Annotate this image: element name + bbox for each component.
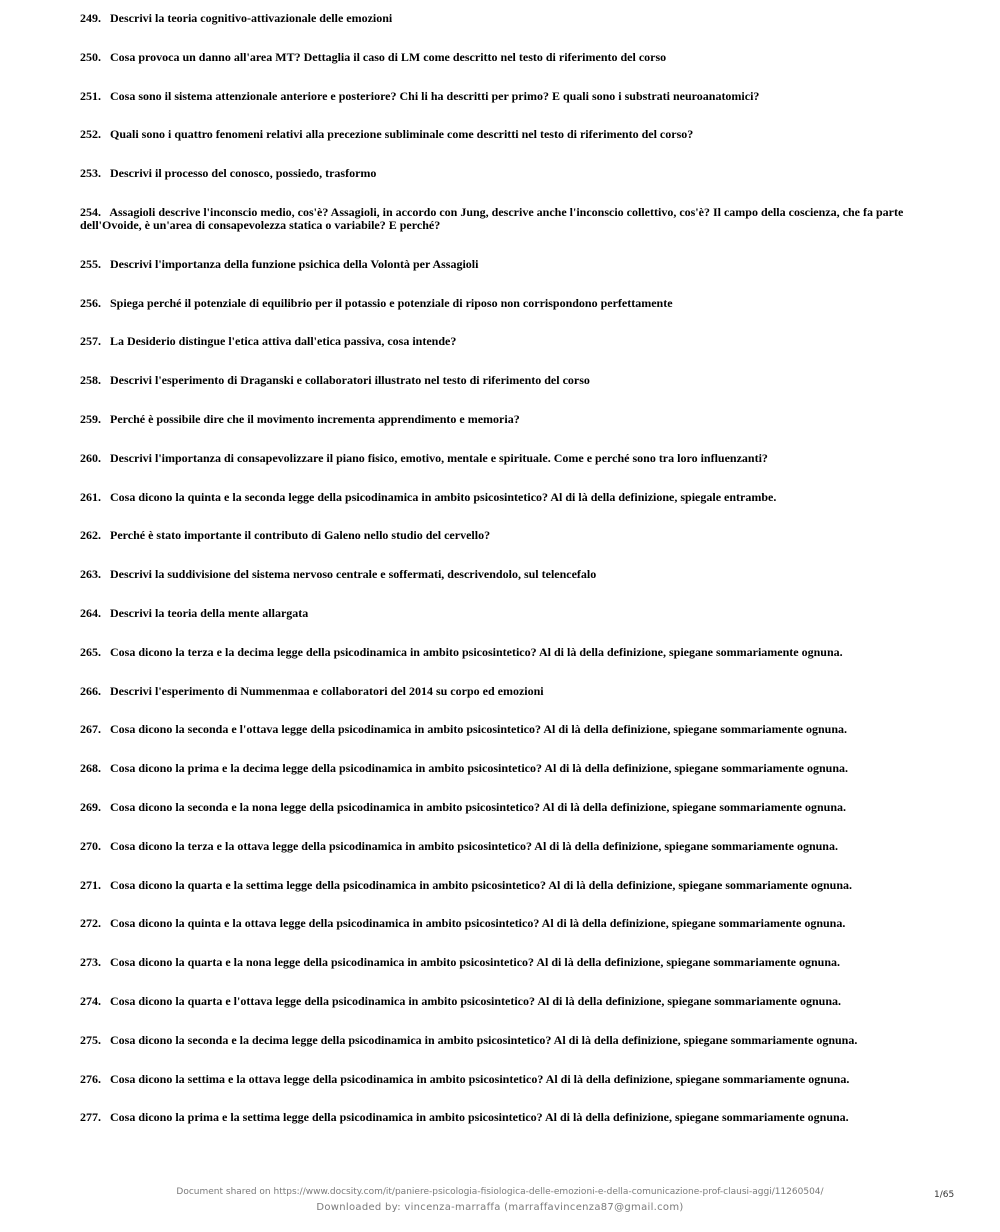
question-text: Cosa dicono la seconda e la nona legge della psicodinamica in ambito psicosintetico? Al di là della definizione, spiegane sommariamente ognuna. [110,799,847,814]
question-text: Spiega perché il potenziale di equilibrio per il potassio e potenziale di riposo non corrispondono perfettamente [110,295,673,310]
question-item [80,167,930,180]
question-item [80,917,930,930]
question-text: Cosa dicono la terza e la decima legge della psicodinamica in ambito psicosintetico? Al di là della definizione, spiegane sommariamente ognuna. [110,644,843,659]
question-text: Descrivi la teoria cognitivo-attivazionale delle emozioni [110,11,393,25]
question-number: 270. [80,838,101,853]
question-text: Descrivi l'importanza di consapevolizzare il piano fisico, emotivo, mentale e spirituale. Come e perché sono tra loro influenzanti? [110,450,768,465]
question-text: Descrivi l'importanza della funzione psichica della Volontà per Assagioli [110,256,479,271]
question-number: 260. [80,450,101,465]
question-number: 266. [80,683,101,698]
question-number: 262. [80,528,101,543]
question-item [80,374,930,387]
question-item [80,51,930,64]
question-item [80,607,930,620]
question-text: La Desiderio distingue l'etica attiva dall'etica passiva, cosa intende? [110,334,457,349]
question-item [80,762,930,775]
question-number: 261. [80,489,101,504]
question-item [80,646,930,659]
question-number: 269. [80,799,101,814]
question-number: 250. [80,49,101,64]
question-number: 277. [80,1110,101,1125]
question-item [80,452,930,465]
question-number: 276. [80,1071,101,1086]
question-item [80,128,930,141]
question-number: 268. [80,761,101,776]
question-number: 254. [80,204,101,219]
page-number: 1/65 [934,1190,955,1200]
question-item [80,840,930,853]
question-item [80,568,930,581]
question-item [80,491,930,504]
question-list [80,12,930,1150]
question-number: 258. [80,373,101,388]
question-number: 259. [80,411,101,426]
question-text: Perché è possibile dire che il movimento incrementa apprendimento e memoria? [110,411,520,426]
downloaded-by-text: Downloaded by: vincenza-marraffa (marraffavincenza87@gmail.com) [316,1202,684,1213]
question-number: 252. [80,127,101,142]
question-text: Cosa dicono la quinta e la ottava legge della psicodinamica in ambito psicosintetico? Al di là della definizione, spiegane sommariamente ognuna. [110,916,846,931]
question-number: 256. [80,295,101,310]
question-text: Descrivi la teoria della mente allargata [110,605,309,620]
question-number: 265. [80,644,101,659]
question-text: Cosa dicono la settima e la ottava legge della psicodinamica in ambito psicosintetico? Al di là della definizione, spiegane sommariamente ognuna. [110,1071,850,1086]
question-item [80,90,930,103]
question-text: Cosa dicono la quarta e l'ottava legge della psicodinamica in ambito psicosintetico? Al di là della definizione, spiegane sommariamente ognuna. [110,993,842,1008]
question-number: 255. [80,256,101,271]
question-text: Perché è stato importante il contributo di Galeno nello studio del cervello? [110,528,491,543]
question-text: Descrivi l'esperimento di Draganski e collaboratori illustrato nel testo di riferimento del corso [110,373,590,388]
question-item [80,685,930,698]
question-item [80,12,930,25]
question-item [80,879,930,892]
question-item [80,529,930,542]
question-number: 272. [80,916,101,931]
question-item [80,1034,930,1047]
question-item [80,801,930,814]
question-item [80,413,930,426]
question-number: 249. [80,11,101,25]
question-text: Cosa dicono la quarta e la settima legge della psicodinamica in ambito psicosintetico? Al di là della definizione, spiegane sommariamente ognuna. [110,877,853,892]
question-text: Descrivi il processo del conosco, possiedo, trasformo [110,166,377,181]
question-text: Cosa sono il sistema attenzionale anteriore e posteriore? Chi li ha descritti per primo? E quali sono i substrati neuroanatomici? [110,88,760,103]
question-number: 251. [80,88,101,103]
question-text: Quali sono i quattro fenomeni relativi alla precezione subliminale come descritti nel testo di riferimento del corso? [110,127,694,142]
question-item [80,956,930,969]
question-item [80,297,930,310]
question-number: 274. [80,993,101,1008]
question-item [80,995,930,1008]
question-item [80,206,930,232]
question-text: Cosa dicono la seconda e l'ottava legge della psicodinamica in ambito psicosintetico? Al di là della definizione, spiegane sommariamente ognuna. [110,722,848,737]
question-number: 264. [80,605,101,620]
question-number: 263. [80,567,101,582]
question-number: 267. [80,722,101,737]
question-text: Descrivi l'esperimento di Nummenmaa e collaboratori del 2014 su corpo ed emozioni [110,683,544,698]
question-text: Cosa dicono la terza e la ottava legge della psicodinamica in ambito psicosintetico? Al di là della definizione, spiegane sommariamente ognuna. [110,838,838,853]
question-number: 271. [80,877,101,892]
question-text: Assagioli descrive l'inconscio medio, cos'è? Assagioli, in accordo con Jung, descrive anche l'inconscio collettivo, cos'è? Il campo della coscienza, che fa parte dell'Ovoide, è un'area di consapevolezza statica o variabile? E perché? [80,204,904,232]
question-item [80,258,930,271]
question-item [80,1073,930,1086]
question-text: Descrivi la suddivisione del sistema nervoso centrale e soffermati, descrivendolo, sul telencefalo [110,567,597,582]
question-text: Cosa dicono la quarta e la nona legge della psicodinamica in ambito psicosintetico? Al di là della definizione, spiegane sommariamente ognuna. [110,955,841,970]
question-item [80,723,930,736]
question-item [80,1111,930,1124]
question-text: Cosa provoca un danno all'area MT? Dettaglia il caso di LM come descritto nel testo di riferimento del corso [110,49,667,64]
question-text: Cosa dicono la seconda e la decima legge della psicodinamica in ambito psicosintetico? Al di là della definizione, spiegane sommariamente ognuna. [110,1032,858,1047]
question-item [80,335,930,348]
question-number: 273. [80,955,101,970]
question-text: Cosa dicono la quinta e la seconda legge della psicodinamica in ambito psicosintetico? Al di là della definizione, spiegale entrambe. [110,489,777,504]
document-shared-link[interactable]: Document shared on https://www.docsity.com/it/paniere-psicologia-fisiologica-delle-emozioni-e-della-comunicazione-prof-clausi-aggi/11260504/ [176,1187,824,1197]
question-number: 275. [80,1032,101,1047]
question-text: Cosa dicono la prima e la decima legge della psicodinamica in ambito psicosintetico? Al di là della definizione, spiegane sommariamente ognuna. [110,761,848,776]
question-text: Cosa dicono la prima e la settima legge della psicodinamica in ambito psicosintetico? Al di là della definizione, spiegane sommariamente ognuna. [110,1110,849,1125]
question-number: 253. [80,166,101,181]
question-number: 257. [80,334,101,349]
